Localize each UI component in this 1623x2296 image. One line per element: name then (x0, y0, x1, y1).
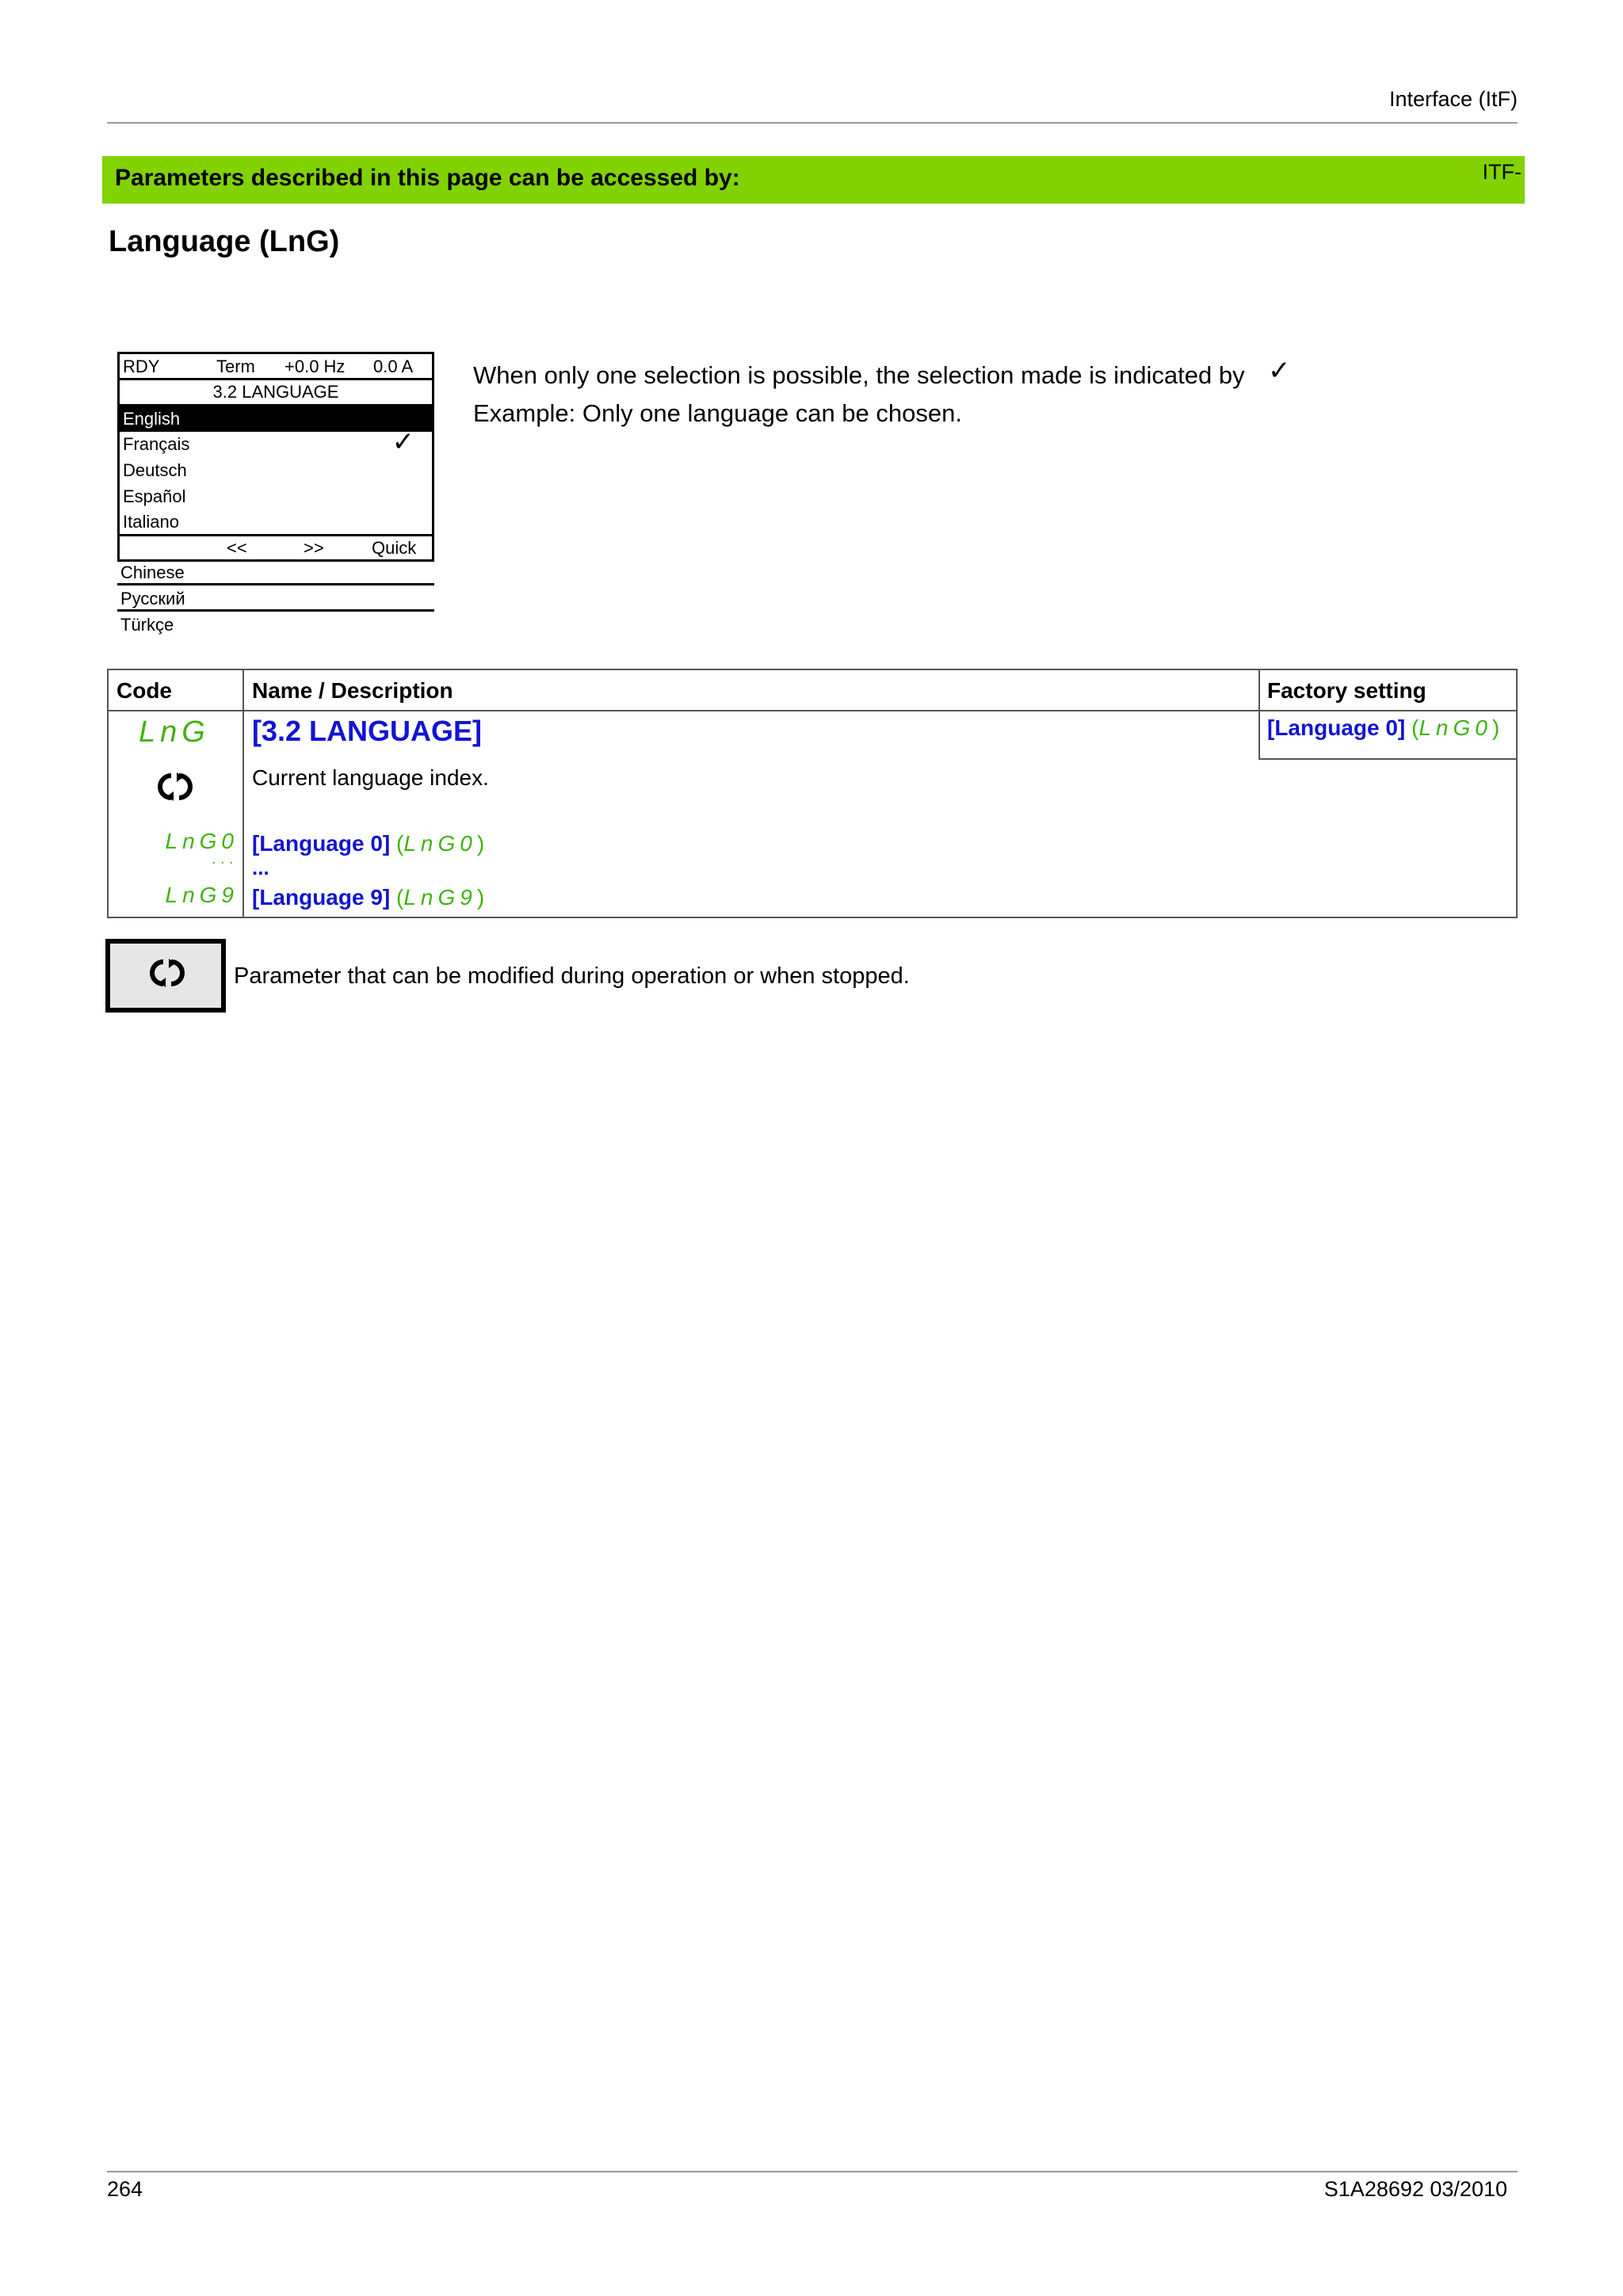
language-option-turkish[interactable]: Türkçe (120, 615, 174, 635)
option-row: [Language 0] (LnG0) (252, 831, 485, 856)
terminal-status-line (120, 354, 432, 379)
footer-rule (107, 2171, 1518, 2172)
option-row: [Language 9] (LnG9) (252, 885, 485, 910)
checkmark-icon: ✓ (1268, 356, 1291, 386)
rotate-icon (158, 769, 193, 804)
menu-code: ITF- (1482, 160, 1522, 184)
explanation-line-1: When only one selection is possible, the selection made is indicated by (473, 361, 1245, 389)
option-code: LnG0 (403, 831, 477, 856)
control-mode: Term (216, 357, 255, 376)
param-name: [3.2 LANGUAGE] (252, 715, 483, 747)
parameter-table (107, 669, 1518, 918)
document-reference: S1A28692 03/2010 (1323, 2177, 1507, 2201)
column-divider (1258, 670, 1260, 760)
header-rule (107, 122, 1518, 124)
param-description: Current language index. (252, 765, 489, 790)
language-option-deutsch[interactable]: Deutsch (123, 460, 187, 480)
rotate-icon (150, 955, 185, 990)
modifiable-legend-text: Parameter that can be modified during operation or when stopped. (234, 963, 910, 989)
factory-cell-border (1258, 758, 1516, 760)
option-label: [Language 0] (252, 831, 391, 856)
factory-setting-label: [Language 0] (1267, 715, 1406, 740)
factory-setting-code: LnG0 (1419, 715, 1492, 740)
header-code: Code (116, 678, 172, 703)
language-option-francais[interactable] (120, 427, 432, 457)
language-option-chinese[interactable]: Chinese (117, 560, 434, 585)
header-name-description: Name / Description (252, 678, 453, 703)
checkmark-icon: ✓ (391, 427, 414, 457)
language-option-russian[interactable]: Русский (117, 586, 434, 612)
language-option-english[interactable]: English (120, 406, 432, 432)
param-code: LnG (139, 715, 210, 749)
modifiable-legend-box (105, 939, 226, 1013)
section-header: Interface (ItF) (1388, 87, 1518, 111)
option-code-ellipsis: ... (212, 851, 239, 867)
quick-key[interactable]: Quick (372, 538, 417, 558)
access-bar-text: Parameters described in this page can be accessed by: (115, 165, 740, 191)
header-factory-setting: Factory setting (1267, 678, 1426, 703)
terminal-function-keys (120, 534, 432, 562)
access-bar (102, 156, 1525, 204)
option-code: LnG9 (403, 885, 477, 910)
selection-explanation (473, 357, 1245, 433)
option-label: [Language 9] (252, 885, 391, 910)
option-code: LnG0 (165, 829, 239, 853)
prev-key[interactable]: << (227, 538, 247, 558)
option-ellipsis: ... (252, 856, 269, 879)
page-number: 264 (107, 2177, 143, 2201)
option-code: LnG9 (165, 883, 239, 907)
factory-setting-value: [Language 0] (LnG0) (1267, 715, 1500, 740)
terminal-menu-title: 3.2 LANGUAGE (120, 378, 432, 406)
current-readout: 0.0 A (373, 357, 414, 376)
drive-state: RDY (123, 357, 160, 376)
explanation-line-2: Example: Only one language can be chosen. (473, 399, 962, 427)
frequency-readout: +0.0 Hz (285, 357, 346, 376)
terminal-display (117, 352, 434, 562)
language-option-italiano[interactable]: Italiano (123, 512, 179, 532)
language-option-label: Français (123, 434, 190, 454)
next-key[interactable]: >> (304, 538, 324, 558)
page-title: Language (LnG) (109, 225, 340, 258)
table-header-row (109, 670, 1516, 711)
language-option-espanol[interactable]: Español (123, 486, 186, 506)
column-divider (242, 670, 244, 917)
